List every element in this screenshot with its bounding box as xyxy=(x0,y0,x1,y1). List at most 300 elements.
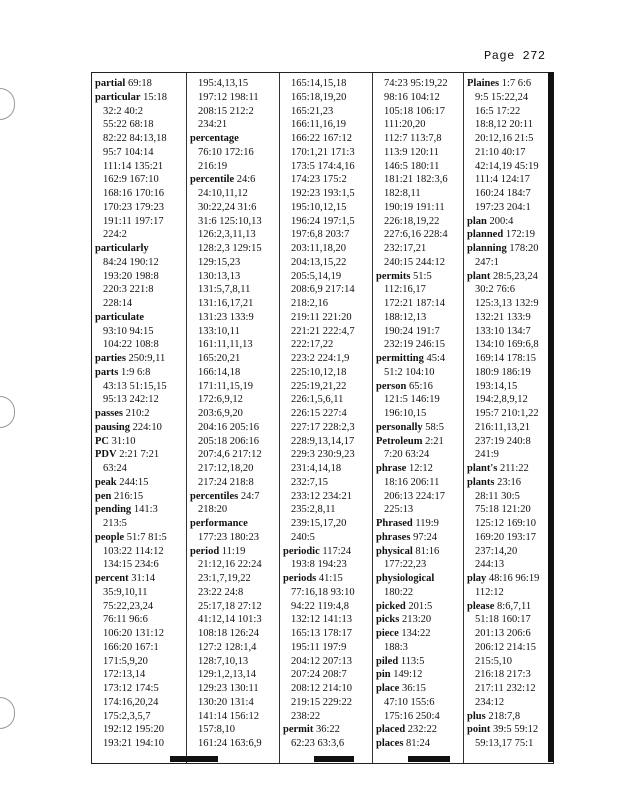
page-number: Page 272 xyxy=(484,49,546,63)
index-references: 194:2,8,9,12 xyxy=(475,394,528,406)
index-entry-continuation xyxy=(283,242,372,256)
index-entry-continuation xyxy=(95,737,186,751)
index-entry xyxy=(376,545,463,559)
index-entry-continuation xyxy=(190,448,279,462)
index-entry-continuation xyxy=(95,132,186,146)
index-entry-continuation xyxy=(467,421,549,435)
index-entry-continuation xyxy=(376,325,463,339)
index-entry-continuation xyxy=(467,696,549,710)
index-entry-continuation xyxy=(95,696,186,710)
index-term: particularly xyxy=(95,243,149,254)
index-term: particulate xyxy=(95,311,144,323)
index-entry-continuation xyxy=(376,105,463,119)
index-entry-continuation xyxy=(190,91,279,105)
index-references: 222:17,22 xyxy=(291,339,334,351)
index-references: 165:13 178:17 xyxy=(291,628,352,639)
index-entry-continuation xyxy=(95,105,186,119)
index-references: 31:14 xyxy=(128,573,156,584)
index-entry xyxy=(376,462,463,476)
index-entry xyxy=(467,462,549,476)
index-references: 193:14,15 xyxy=(475,380,518,392)
index-term: planning xyxy=(467,243,507,254)
index-entry-continuation xyxy=(190,737,279,751)
index-entry-continuation xyxy=(376,366,463,380)
index-entry-continuation xyxy=(467,668,549,682)
index-references: 207:4,6 217:12 xyxy=(198,449,262,461)
index-term: periods xyxy=(283,573,317,584)
right-edge-bar xyxy=(548,72,554,762)
index-references: 216:18 217:3 xyxy=(475,669,531,681)
index-entry-continuation xyxy=(190,600,279,614)
index-entry-continuation xyxy=(95,338,186,352)
index-references: 127:2 128:1,4 xyxy=(198,641,257,653)
index-references: 1:7 6:6 xyxy=(499,78,532,89)
index-entry xyxy=(467,723,549,737)
index-references: 62:23 63:3,6 xyxy=(291,738,345,749)
index-entry-continuation xyxy=(376,228,463,242)
index-term: percentiles xyxy=(190,490,239,502)
index-references: 206:12 214:15 xyxy=(475,641,536,653)
index-column-1 xyxy=(92,73,186,763)
index-term: parties xyxy=(95,353,126,364)
index-entry-continuation xyxy=(283,641,372,655)
index-entry-continuation xyxy=(467,435,549,449)
index-entry-continuation xyxy=(283,668,372,682)
index-entry-continuation xyxy=(95,283,186,297)
index-term: parts xyxy=(95,366,119,378)
index-references: 112:7 113:7,8 xyxy=(384,133,442,144)
index-references: 95:7 104:14 xyxy=(103,146,154,158)
index-entry xyxy=(376,380,463,394)
index-references: 172:13,14 xyxy=(103,669,146,681)
index-entry xyxy=(95,91,186,105)
index-references: 216:11,13,21 xyxy=(475,421,531,433)
index-references: 104:22 108:8 xyxy=(103,339,159,351)
index-references: 218:2,16 xyxy=(291,298,329,309)
index-references: 221:21 222:4,7 xyxy=(291,325,355,337)
index-references: 59:13,17 75:1 xyxy=(475,738,534,749)
index-references: 42:14,19 45:19 xyxy=(475,160,539,172)
index-references: 204:12 207:13 xyxy=(291,655,352,667)
index-references: 41:15 xyxy=(316,573,343,584)
index-entry-continuation xyxy=(283,503,372,517)
index-entry xyxy=(376,655,463,669)
index-entry-continuation xyxy=(376,256,463,270)
index-references: 15:18 xyxy=(140,91,168,103)
index-entry xyxy=(95,503,186,517)
index-references: 121:5 146:19 xyxy=(384,394,440,406)
index-term: pen xyxy=(95,490,112,502)
index-references: 240:5 xyxy=(291,531,315,543)
index-term: PDV xyxy=(95,449,117,461)
index-entry xyxy=(95,77,186,91)
index-references: 133:10 134:7 xyxy=(475,325,531,337)
index-term: phrase xyxy=(376,463,407,474)
index-references: 126:2,3,11,13 xyxy=(198,229,256,241)
index-references: 11:19 xyxy=(219,545,246,557)
index-entry-continuation xyxy=(467,393,549,407)
index-entry-continuation xyxy=(283,201,372,215)
index-entry-continuation xyxy=(467,118,549,132)
index-entry xyxy=(95,421,186,435)
index-references: 113:9 120:11 xyxy=(384,146,439,158)
index-entry-continuation xyxy=(376,586,463,600)
index-references: 227:6,16 228:4 xyxy=(384,229,448,241)
index-entry-continuation xyxy=(467,531,549,545)
index-entry-continuation xyxy=(376,297,463,311)
index-references: 228:9,13,14,17 xyxy=(291,435,355,447)
index-term: piece xyxy=(376,628,399,639)
index-references: 18:16 206:11 xyxy=(384,476,440,488)
index-references: 208:6,9 217:14 xyxy=(291,284,355,296)
index-entry-continuation xyxy=(95,462,186,476)
index-entry-continuation xyxy=(283,393,372,407)
index-entry-continuation xyxy=(467,132,549,146)
binder-hole-bottom xyxy=(0,697,15,729)
index-entry-continuation xyxy=(467,737,549,751)
index-references: 232:19 246:15 xyxy=(384,339,445,351)
index-references: 182:8,11 xyxy=(384,188,421,199)
index-entry-continuation xyxy=(190,338,279,352)
index-entry-continuation xyxy=(467,146,549,160)
index-entry-continuation xyxy=(95,118,186,132)
index-entry xyxy=(95,490,186,504)
index-entry-continuation xyxy=(283,215,372,229)
index-entry xyxy=(467,572,549,586)
index-term: please xyxy=(467,600,495,612)
index-references: 234:12 xyxy=(475,696,505,708)
index-references: 180:22 xyxy=(384,586,414,598)
index-references: 166:20 167:1 xyxy=(103,641,159,653)
index-entry xyxy=(467,215,549,229)
index-entry-continuation xyxy=(467,352,549,366)
index-references: 247:1 xyxy=(475,256,499,268)
bottom-mark xyxy=(408,756,450,762)
index-term: particular xyxy=(95,91,141,103)
index-references: 98:16 104:12 xyxy=(384,91,440,103)
index-references: 225:13 xyxy=(384,504,414,516)
index-entry-continuation xyxy=(467,517,549,531)
index-references: 81:24 xyxy=(403,738,430,749)
index-entry-continuation xyxy=(95,627,186,641)
index-term: plant xyxy=(467,270,491,282)
index-references: 200:4 xyxy=(486,215,514,227)
index-references: 225:19,21,22 xyxy=(291,380,347,392)
index-entry-continuation xyxy=(283,600,372,614)
index-references: 197:12 198:11 xyxy=(198,91,259,103)
index-entry-continuation xyxy=(283,710,372,724)
index-entry-continuation xyxy=(376,118,463,132)
index-term: Petroleum xyxy=(376,435,423,447)
index-references: 28:11 30:5 xyxy=(475,490,520,502)
index-entry-continuation xyxy=(467,325,549,339)
index-references: 134:22 xyxy=(398,628,431,639)
index-references: 146:5 180:11 xyxy=(384,160,440,172)
index-entry-continuation xyxy=(190,325,279,339)
index-entry-continuation xyxy=(467,380,549,394)
index-references: 244:13 xyxy=(475,559,505,571)
index-entry-continuation xyxy=(376,448,463,462)
index-entry-continuation xyxy=(467,338,549,352)
index-references: 133:10,11 xyxy=(198,325,240,337)
index-references: 112:16,17 xyxy=(384,284,426,296)
index-entry-continuation xyxy=(283,228,372,242)
index-references: 197:23 204:1 xyxy=(475,201,531,213)
index-term: passes xyxy=(95,408,124,419)
index-references: 223:2 224:1,9 xyxy=(291,353,350,364)
index-references: 168:16 170:16 xyxy=(103,188,164,199)
index-entry xyxy=(467,77,549,91)
index-references: 218:20 xyxy=(198,504,228,516)
index-references: 175:2,3,5,7 xyxy=(103,710,151,722)
index-entry-continuation xyxy=(283,558,372,572)
index-entry-continuation xyxy=(190,586,279,600)
index-entry-continuation xyxy=(376,503,463,517)
index-references: 134:15 234:6 xyxy=(103,559,159,571)
index-references: 237:19 240:8 xyxy=(475,435,531,447)
index-entry-continuation xyxy=(376,696,463,710)
index-entry xyxy=(283,572,372,586)
index-references: 23:1,7,19,22 xyxy=(198,573,251,584)
index-references: 51:7 81:5 xyxy=(124,531,167,543)
index-references: 174:16,20,24 xyxy=(103,696,159,708)
index-term: PC xyxy=(95,435,109,447)
index-entry-continuation xyxy=(467,627,549,641)
index-entry xyxy=(376,531,463,545)
index-entry-continuation xyxy=(376,91,463,105)
index-entry xyxy=(190,490,279,504)
index-references: 240:15 244:12 xyxy=(384,256,445,268)
index-entry xyxy=(95,476,186,490)
index-entry-continuation xyxy=(376,490,463,504)
index-references: 2:21 xyxy=(422,435,444,447)
index-references: 113:5 xyxy=(398,655,425,667)
binder-hole-middle xyxy=(0,396,15,428)
index-references: 36:22 xyxy=(313,724,340,736)
index-references: 174:23 175:2 xyxy=(291,174,347,186)
index-term: picks xyxy=(376,614,400,626)
index-references: 215:5,10 xyxy=(475,655,513,667)
index-entry-continuation xyxy=(376,558,463,572)
index-references: 84:24 190:12 xyxy=(103,256,159,268)
index-references: 165:14,15,18 xyxy=(291,78,347,89)
index-references: 47:10 155:6 xyxy=(384,696,435,708)
index-entry-continuation xyxy=(283,91,372,105)
index-references: 30:22,24 31:6 xyxy=(198,201,257,213)
index-entry-continuation xyxy=(95,380,186,394)
index-entry-continuation xyxy=(283,655,372,669)
index-references: 125:3,13 132:9 xyxy=(475,298,539,309)
index-references: 232:7,15 xyxy=(291,476,329,488)
index-entry-continuation xyxy=(95,325,186,339)
index-entry-continuation xyxy=(467,105,549,119)
index-entry-continuation xyxy=(190,380,279,394)
index-entry-continuation xyxy=(95,723,186,737)
index-references: 81:16 xyxy=(412,545,440,557)
index-entry xyxy=(467,270,549,284)
index-references: 2:21 7:21 xyxy=(116,449,160,461)
index-entry-continuation xyxy=(190,311,279,325)
index-references: 207:24 208:7 xyxy=(291,669,347,681)
index-entry-continuation xyxy=(376,160,463,174)
index-references: 172:21 187:14 xyxy=(384,298,445,309)
index-entry-continuation xyxy=(283,297,372,311)
index-entry-continuation xyxy=(283,366,372,380)
index-entry xyxy=(376,517,463,531)
index-references: 103:22 114:12 xyxy=(103,545,164,557)
index-entry xyxy=(376,668,463,682)
index-entry xyxy=(376,270,463,284)
index-entry-continuation xyxy=(376,77,463,91)
index-references: 21:12,16 22:24 xyxy=(198,559,262,571)
index-references: 41:12,14 101:3 xyxy=(198,614,262,626)
index-references: 162:9 167:10 xyxy=(103,174,159,186)
index-entry-continuation xyxy=(467,91,549,105)
index-references: 132:12 141:13 xyxy=(291,614,352,626)
index-references: 39:5 59:12 xyxy=(490,724,539,736)
index-references: 74:23 95:19,22 xyxy=(384,78,448,89)
index-term: plant's xyxy=(467,463,498,474)
index-term: plants xyxy=(467,476,495,488)
index-references: 227:17 228:2,3 xyxy=(291,421,355,433)
index-entry-continuation xyxy=(283,270,372,284)
index-entry-continuation xyxy=(467,613,549,627)
index-term: pending xyxy=(95,504,132,516)
index-column-3 xyxy=(279,73,372,763)
index-entry xyxy=(467,242,549,256)
index-entry-continuation xyxy=(283,352,372,366)
index-references: 165:21,23 xyxy=(291,105,334,117)
index-entry-continuation xyxy=(283,283,372,297)
index-references: 195:10,12,15 xyxy=(291,201,347,213)
index-references: 190:19 191:11 xyxy=(384,201,445,213)
index-references: 9:5 15:22,24 xyxy=(475,91,529,103)
index-references: 201:13 206:6 xyxy=(475,628,531,639)
index-term: Phrased xyxy=(376,518,413,529)
index-entry-continuation xyxy=(190,118,279,132)
index-references: 129:15,23 xyxy=(198,256,241,268)
index-entry-continuation xyxy=(190,503,279,517)
index-references: 190:24 191:7 xyxy=(384,325,440,337)
index-entry xyxy=(376,613,463,627)
index-entry-continuation xyxy=(467,448,549,462)
index-references: 165:20,21 xyxy=(198,353,241,364)
index-entry-continuation xyxy=(190,201,279,215)
index-references: 18:8,12 20:11 xyxy=(475,119,533,131)
index-entry-continuation xyxy=(283,682,372,696)
index-references: 63:24 xyxy=(103,463,127,474)
index-references: 224:2 xyxy=(103,229,127,241)
index-references: 191:11 197:17 xyxy=(103,215,164,227)
index-entry-continuation xyxy=(95,297,186,311)
index-references: 250:9,11 xyxy=(125,353,166,364)
index-entry-continuation xyxy=(95,600,186,614)
index-references: 226:1,5,6,11 xyxy=(291,394,344,406)
index-entry-continuation xyxy=(95,641,186,655)
index-references: 8:6,7,11 xyxy=(494,600,532,612)
index-entry-continuation xyxy=(190,187,279,201)
index-references: 204:16 205:16 xyxy=(198,421,259,433)
index-references: 76:11 96:6 xyxy=(103,614,148,626)
index-references: 216:15 xyxy=(111,490,144,502)
index-references: 237:14,20 xyxy=(475,545,518,557)
index-term: placed xyxy=(376,724,406,736)
index-references: 166:11,16,19 xyxy=(291,119,347,131)
index-entry-continuation xyxy=(376,283,463,297)
index-term: phrases xyxy=(376,531,411,543)
index-term: permitting xyxy=(376,353,424,364)
index-entry-continuation xyxy=(467,655,549,669)
index-references: 211:22 xyxy=(497,463,529,474)
index-references: 45:4 xyxy=(423,353,446,364)
index-references: 169:20 193:17 xyxy=(475,531,536,543)
index-references: 218:7,8 xyxy=(485,710,521,722)
index-references: 217:12,18,20 xyxy=(198,463,254,474)
index-term: people xyxy=(95,531,125,543)
index-entry-continuation xyxy=(376,187,463,201)
index-entry-continuation xyxy=(95,187,186,201)
index-entry-continuation xyxy=(376,201,463,215)
index-term: point xyxy=(467,724,491,736)
index-entry-continuation xyxy=(190,613,279,627)
index-references: 177:23 180:23 xyxy=(198,531,259,543)
index-entry-continuation xyxy=(190,723,279,737)
index-entry-continuation xyxy=(190,215,279,229)
index-entry-continuation xyxy=(467,187,549,201)
index-entry-continuation xyxy=(190,352,279,366)
index-references: 111:4 124:17 xyxy=(475,174,530,186)
index-entry-continuation xyxy=(283,448,372,462)
index-references: 23:16 xyxy=(494,476,521,488)
index-references: 217:11 232:12 xyxy=(475,683,536,694)
index-entry-continuation xyxy=(467,366,549,380)
index-entry-continuation xyxy=(467,558,549,572)
index-references: 129:23 130:11 xyxy=(198,683,259,694)
index-entry xyxy=(95,242,186,256)
index-entry xyxy=(376,572,463,586)
index-references: 106:20 131:12 xyxy=(103,628,164,639)
index-entry xyxy=(95,572,186,586)
index-references: 160:24 184:7 xyxy=(475,188,531,199)
index-entry-continuation xyxy=(190,668,279,682)
index-entry-continuation xyxy=(283,118,372,132)
index-entry-continuation xyxy=(283,380,372,394)
index-entry xyxy=(376,723,463,737)
index-entry-continuation xyxy=(376,407,463,421)
index-term: percentage xyxy=(190,133,239,144)
index-references: 225:10,12,18 xyxy=(291,366,347,378)
index-entry xyxy=(376,682,463,696)
index-entry xyxy=(467,228,549,242)
index-references: 195:11 197:9 xyxy=(291,641,347,653)
index-entry-continuation xyxy=(95,517,186,531)
index-entry-continuation xyxy=(190,160,279,174)
index-references: 130:20 131:4 xyxy=(198,696,254,708)
index-entry-continuation xyxy=(95,558,186,572)
index-references: 241:9 xyxy=(475,449,499,461)
index-references: 130:13,13 xyxy=(198,270,241,282)
index-references: 208:12 214:10 xyxy=(291,683,352,694)
index-entry-continuation xyxy=(376,132,463,146)
index-entry-continuation xyxy=(95,545,186,559)
index-references: 58:5 xyxy=(422,421,444,433)
index-references: 131:16,17,21 xyxy=(198,298,254,309)
index-references: 94:22 119:4,8 xyxy=(291,600,349,612)
index-references: 24:6 xyxy=(234,174,256,186)
index-entry-continuation xyxy=(95,668,186,682)
index-entry-continuation xyxy=(283,325,372,339)
index-references: 201:5 xyxy=(405,600,433,612)
